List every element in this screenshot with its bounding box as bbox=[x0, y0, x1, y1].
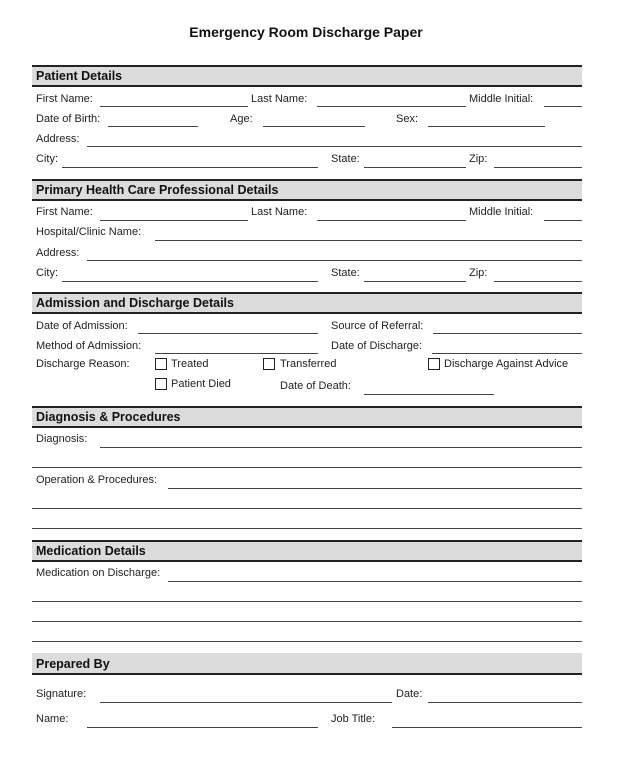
phcp-state-label: State: bbox=[331, 267, 360, 279]
patient-first-name-field[interactable] bbox=[100, 106, 248, 107]
name-field[interactable] bbox=[87, 727, 318, 728]
patient-sex-label: Sex: bbox=[396, 113, 419, 125]
phcp-city-field[interactable] bbox=[62, 281, 318, 282]
signature-field[interactable] bbox=[100, 702, 392, 703]
patient-city-field[interactable] bbox=[62, 167, 318, 168]
date-discharge-field[interactable] bbox=[432, 353, 582, 354]
transferred-label: Transferred bbox=[280, 358, 337, 370]
section-header-diagnosis bbox=[32, 406, 582, 428]
patient-address-label: Address: bbox=[36, 133, 80, 145]
phcp-address-field[interactable] bbox=[87, 260, 582, 261]
patient-zip-field[interactable] bbox=[494, 167, 582, 168]
patient-zip-label: Zip: bbox=[469, 153, 488, 165]
phcp-state-field[interactable] bbox=[364, 281, 466, 282]
name-label: Name: bbox=[36, 713, 69, 725]
operation-field-line-2[interactable] bbox=[32, 508, 582, 509]
patient-first-name-label: First Name: bbox=[36, 93, 93, 105]
section-header-phcp bbox=[32, 179, 582, 201]
section-title: Prepared By bbox=[36, 657, 110, 671]
date-discharge-label: Date of Discharge: bbox=[331, 340, 423, 352]
operation-label: Operation & Procedures: bbox=[36, 474, 158, 486]
section-header-prepared bbox=[32, 653, 582, 675]
diagnosis-label: Diagnosis: bbox=[36, 433, 88, 445]
phcp-zip-field[interactable] bbox=[494, 281, 582, 282]
date-admission-label: Date of Admission: bbox=[36, 320, 128, 332]
job-title-field[interactable] bbox=[392, 727, 582, 728]
patient-sex-field[interactable] bbox=[428, 126, 545, 127]
date-death-label: Date of Death: bbox=[280, 380, 351, 392]
operation-field[interactable] bbox=[168, 488, 582, 489]
section-header-admission bbox=[32, 292, 582, 314]
phcp-first-name-field[interactable] bbox=[100, 220, 248, 221]
patient-age-field[interactable] bbox=[263, 126, 365, 127]
page-title: Emergency Room Discharge Paper bbox=[189, 24, 423, 40]
section-title: Admission and Discharge Details bbox=[36, 296, 234, 310]
medication-label: Medication on Discharge: bbox=[36, 567, 161, 579]
source-referral-field[interactable] bbox=[433, 333, 582, 334]
diagnosis-field[interactable] bbox=[100, 447, 582, 448]
phcp-first-name-label: First Name: bbox=[36, 206, 93, 218]
method-admission-label: Method of Admission: bbox=[36, 340, 142, 352]
date-field[interactable] bbox=[428, 702, 582, 703]
transferred-checkbox[interactable] bbox=[263, 358, 275, 370]
date-label: Date: bbox=[396, 688, 423, 700]
patient-dob-field[interactable] bbox=[108, 126, 198, 127]
medication-field-line-2[interactable] bbox=[32, 601, 582, 602]
patient-last-name-field[interactable] bbox=[317, 106, 466, 107]
phcp-hospital-label: Hospital/Clinic Name: bbox=[36, 226, 142, 238]
treated-label: Treated bbox=[171, 358, 209, 370]
phcp-middle-initial-label: Middle Initial: bbox=[469, 206, 534, 218]
job-title-label: Job Title: bbox=[331, 713, 376, 725]
patient-age-label: Age: bbox=[230, 113, 253, 125]
against-advice-label: Discharge Against Advice bbox=[444, 358, 569, 370]
patient-city-label: City: bbox=[36, 153, 58, 165]
phcp-address-label: Address: bbox=[36, 247, 80, 259]
medication-field-line-4[interactable] bbox=[32, 641, 582, 642]
against-advice-checkbox[interactable] bbox=[428, 358, 440, 370]
source-referral-label: Source of Referral: bbox=[331, 320, 424, 332]
signature-label: Signature: bbox=[36, 688, 87, 700]
method-admission-field[interactable] bbox=[155, 353, 318, 354]
diagnosis-field-line-2[interactable] bbox=[32, 467, 582, 468]
section-title: Primary Health Care Professional Details bbox=[36, 183, 279, 197]
phcp-middle-initial-field[interactable] bbox=[544, 220, 582, 221]
discharge-reason-label: Discharge Reason: bbox=[36, 358, 130, 370]
patient-middle-initial-label: Middle Initial: bbox=[469, 93, 534, 105]
section-title: Medication Details bbox=[36, 544, 146, 558]
phcp-zip-label: Zip: bbox=[469, 267, 488, 279]
patient-last-name-label: Last Name: bbox=[251, 93, 308, 105]
patient-died-label: Patient Died bbox=[171, 378, 231, 390]
patient-died-checkbox[interactable] bbox=[155, 378, 167, 390]
section-header-patient bbox=[32, 65, 582, 87]
phcp-last-name-label: Last Name: bbox=[251, 206, 308, 218]
operation-field-line-3[interactable] bbox=[32, 528, 582, 529]
section-title: Patient Details bbox=[36, 69, 123, 83]
patient-middle-initial-field[interactable] bbox=[544, 106, 582, 107]
patient-dob-label: Date of Birth: bbox=[36, 113, 101, 125]
phcp-city-label: City: bbox=[36, 267, 58, 279]
patient-state-field[interactable] bbox=[364, 167, 466, 168]
section-header-medication bbox=[32, 540, 582, 562]
patient-state-label: State: bbox=[331, 153, 360, 165]
patient-address-field[interactable] bbox=[87, 146, 582, 147]
section-title: Diagnosis & Procedures bbox=[36, 410, 181, 424]
treated-checkbox[interactable] bbox=[155, 358, 167, 370]
medication-field-line-3[interactable] bbox=[32, 621, 582, 622]
date-admission-field[interactable] bbox=[138, 333, 318, 334]
date-death-field[interactable] bbox=[364, 394, 494, 395]
phcp-last-name-field[interactable] bbox=[317, 220, 466, 221]
medication-field[interactable] bbox=[168, 581, 582, 582]
phcp-hospital-field[interactable] bbox=[155, 240, 582, 241]
